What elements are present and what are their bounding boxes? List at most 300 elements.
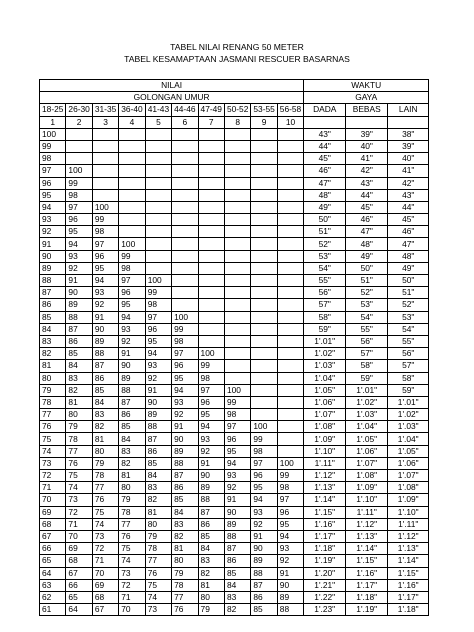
score-cell xyxy=(277,140,303,152)
score-cell: 98 xyxy=(92,226,118,238)
score-cell: 68 xyxy=(66,555,92,567)
score-cell xyxy=(277,335,303,347)
table-row xyxy=(40,494,429,506)
table-row xyxy=(40,275,429,287)
score-cell: 94 xyxy=(277,530,303,542)
score-cell xyxy=(277,201,303,213)
score-cell xyxy=(224,201,250,213)
score-cell: 73 xyxy=(119,567,145,579)
time-cell: 45" xyxy=(304,153,346,165)
score-cell: 86 xyxy=(172,482,198,494)
score-cell: 92 xyxy=(172,409,198,421)
group-number-cell: 7 xyxy=(198,116,224,128)
score-cell: 75 xyxy=(92,506,118,518)
score-cell xyxy=(92,153,118,165)
score-cell: 88 xyxy=(92,348,118,360)
time-cell: 1'.09" xyxy=(346,482,388,494)
time-cell: 49" xyxy=(346,250,388,262)
score-cell: 72 xyxy=(66,506,92,518)
score-cell: 77 xyxy=(172,591,198,603)
table-row xyxy=(40,323,429,335)
score-cell xyxy=(224,335,250,347)
score-cell: 95 xyxy=(92,262,118,274)
age-group-cell: 36-40 xyxy=(119,104,145,116)
time-cell: 53" xyxy=(388,311,429,323)
table-row xyxy=(40,153,429,165)
score-cell: 76 xyxy=(92,494,118,506)
group-number-cell: 9 xyxy=(251,116,277,128)
score-cell: 86 xyxy=(251,591,277,603)
time-cell: 1'.12" xyxy=(388,530,429,542)
time-cell: 1'.13" xyxy=(304,482,346,494)
score-cell: 76 xyxy=(66,457,92,469)
score-cell: 94 xyxy=(66,238,92,250)
score-cell: 90 xyxy=(224,506,250,518)
score-cell: 98 xyxy=(198,372,224,384)
time-cell: 1'.16" xyxy=(304,518,346,530)
time-cell: 55" xyxy=(346,323,388,335)
score-cell: 85 xyxy=(198,530,224,542)
score-cell: 92 xyxy=(40,226,66,238)
time-cell: 1'.17" xyxy=(388,591,429,603)
score-cell xyxy=(251,360,277,372)
score-cell: 89 xyxy=(172,445,198,457)
score-cell: 72 xyxy=(92,543,118,555)
time-cell: 57" xyxy=(304,299,346,311)
score-cell: 80 xyxy=(172,555,198,567)
waktu-header: WAKTU xyxy=(304,80,429,92)
score-cell xyxy=(251,250,277,262)
score-cell: 96 xyxy=(172,360,198,372)
time-cell: 48" xyxy=(304,189,346,201)
score-cell xyxy=(277,214,303,226)
score-cell: 90 xyxy=(92,323,118,335)
table-row xyxy=(40,372,429,384)
score-cell xyxy=(251,214,277,226)
score-cell xyxy=(277,262,303,274)
time-cell: 1'.01" xyxy=(388,396,429,408)
time-cell: 55" xyxy=(304,275,346,287)
table-row xyxy=(40,433,429,445)
score-cell: 82 xyxy=(66,384,92,396)
time-cell: 42" xyxy=(346,165,388,177)
age-group-row xyxy=(40,104,429,116)
score-cell xyxy=(145,189,171,201)
score-cell: 83 xyxy=(119,445,145,457)
time-cell: 1'.16" xyxy=(388,579,429,591)
score-cell xyxy=(277,384,303,396)
score-cell: 95 xyxy=(40,189,66,201)
score-cell: 79 xyxy=(145,530,171,542)
score-cell xyxy=(277,409,303,421)
score-cell: 77 xyxy=(92,482,118,494)
time-cell: 41" xyxy=(388,165,429,177)
score-cell: 98 xyxy=(119,262,145,274)
score-cell xyxy=(277,189,303,201)
score-cell: 97 xyxy=(224,421,250,433)
score-cell xyxy=(198,238,224,250)
time-cell: 44" xyxy=(304,140,346,152)
score-cell xyxy=(145,238,171,250)
time-cell: 59" xyxy=(304,323,346,335)
score-cell: 97 xyxy=(119,275,145,287)
score-cell: 100 xyxy=(66,165,92,177)
score-cell xyxy=(224,153,250,165)
score-cell: 91 xyxy=(198,457,224,469)
score-cell: 89 xyxy=(251,555,277,567)
empty-cell xyxy=(346,116,388,128)
score-cell xyxy=(224,165,250,177)
empty-cell xyxy=(388,116,429,128)
score-cell: 81 xyxy=(198,579,224,591)
score-cell: 92 xyxy=(251,518,277,530)
score-cell: 83 xyxy=(40,335,66,347)
score-cell: 90 xyxy=(277,579,303,591)
score-cell: 79 xyxy=(198,604,224,616)
time-cell: 43" xyxy=(346,177,388,189)
score-cell xyxy=(92,177,118,189)
score-cell: 98 xyxy=(66,189,92,201)
score-cell: 83 xyxy=(224,591,250,603)
score-cell: 97 xyxy=(277,494,303,506)
score-cell: 85 xyxy=(119,421,145,433)
score-cell xyxy=(224,128,250,140)
score-cell xyxy=(277,177,303,189)
time-cell: 39" xyxy=(346,128,388,140)
time-cell: 1'.18" xyxy=(304,543,346,555)
score-cell: 94 xyxy=(224,457,250,469)
table-row xyxy=(40,238,429,250)
score-cell: 83 xyxy=(172,518,198,530)
time-cell: 42" xyxy=(388,177,429,189)
score-cell xyxy=(277,445,303,457)
score-cell: 80 xyxy=(198,591,224,603)
score-cell xyxy=(251,201,277,213)
group-number-cell: 10 xyxy=(277,116,303,128)
score-cell xyxy=(251,140,277,152)
score-cell xyxy=(251,189,277,201)
age-group-cell: 41-43 xyxy=(145,104,171,116)
title-line-1: TABEL NILAI RENANG 50 METER xyxy=(170,42,304,52)
group-number-cell: 3 xyxy=(92,116,118,128)
score-cell: 77 xyxy=(66,445,92,457)
score-cell: 71 xyxy=(66,518,92,530)
score-cell: 81 xyxy=(172,543,198,555)
score-cell xyxy=(198,262,224,274)
time-cell: 1'.23" xyxy=(304,604,346,616)
score-cell: 99 xyxy=(40,140,66,152)
score-cell xyxy=(66,140,92,152)
time-cell: 1'.07" xyxy=(346,457,388,469)
score-cell: 87 xyxy=(172,470,198,482)
score-cell: 74 xyxy=(119,555,145,567)
score-cell xyxy=(172,189,198,201)
style-header-lain: LAIN xyxy=(388,104,429,116)
score-cell: 65 xyxy=(40,555,66,567)
score-cell xyxy=(277,287,303,299)
score-cell: 87 xyxy=(251,579,277,591)
score-cell: 78 xyxy=(119,506,145,518)
table-row xyxy=(40,506,429,518)
score-cell: 88 xyxy=(224,530,250,542)
score-cell xyxy=(198,140,224,152)
score-cell xyxy=(92,140,118,152)
time-cell: 59" xyxy=(346,372,388,384)
score-cell: 82 xyxy=(224,604,250,616)
time-cell: 47" xyxy=(304,177,346,189)
score-cell xyxy=(172,214,198,226)
score-cell xyxy=(251,165,277,177)
score-cell: 99 xyxy=(92,214,118,226)
score-cell: 67 xyxy=(40,530,66,542)
gaya-header: GAYA xyxy=(304,92,429,104)
table-row xyxy=(40,140,429,152)
table-row xyxy=(40,226,429,238)
score-cell xyxy=(277,226,303,238)
score-cell xyxy=(224,360,250,372)
table-row xyxy=(40,165,429,177)
score-cell: 99 xyxy=(145,287,171,299)
score-cell: 82 xyxy=(198,567,224,579)
group-number-cell: 1 xyxy=(40,116,66,128)
score-cell: 67 xyxy=(92,604,118,616)
score-cell: 88 xyxy=(66,311,92,323)
score-cell xyxy=(251,275,277,287)
time-cell: 50" xyxy=(346,262,388,274)
score-cell xyxy=(224,348,250,360)
time-cell: 1'.07" xyxy=(304,409,346,421)
time-cell: 1'.01" xyxy=(304,335,346,347)
time-cell: 1'.06" xyxy=(388,457,429,469)
nilai-header: NILAI xyxy=(40,80,304,92)
table-row xyxy=(40,543,429,555)
score-cell: 94 xyxy=(119,311,145,323)
style-header-bebas: BEBAS xyxy=(346,104,388,116)
score-cell: 90 xyxy=(198,470,224,482)
score-cell xyxy=(224,262,250,274)
table-row xyxy=(40,396,429,408)
time-cell: 1'.19" xyxy=(346,604,388,616)
score-cell xyxy=(198,299,224,311)
score-cell: 79 xyxy=(66,421,92,433)
score-cell xyxy=(251,409,277,421)
score-cell xyxy=(277,153,303,165)
score-cell xyxy=(251,323,277,335)
score-cell: 87 xyxy=(145,433,171,445)
score-cell: 74 xyxy=(40,445,66,457)
time-cell: 54" xyxy=(304,262,346,274)
empty-cell xyxy=(304,116,346,128)
title-line-2: TABEL KESAMAPTAAN JASMANI RESCUER BASARNAS xyxy=(124,54,350,64)
score-cell xyxy=(198,128,224,140)
table-row xyxy=(40,530,429,542)
time-cell: 56" xyxy=(346,335,388,347)
time-cell: 1'.12" xyxy=(304,470,346,482)
score-cell xyxy=(277,128,303,140)
score-cell: 77 xyxy=(119,518,145,530)
score-cell: 83 xyxy=(66,372,92,384)
time-cell: 53" xyxy=(304,250,346,262)
table-body xyxy=(40,128,429,616)
score-cell: 78 xyxy=(40,396,66,408)
score-cell: 73 xyxy=(40,457,66,469)
score-cell: 73 xyxy=(92,530,118,542)
score-cell: 89 xyxy=(224,518,250,530)
score-cell: 86 xyxy=(119,409,145,421)
score-cell xyxy=(66,128,92,140)
score-cell: 93 xyxy=(92,287,118,299)
score-cell xyxy=(277,323,303,335)
score-cell: 75 xyxy=(119,543,145,555)
score-cell: 88 xyxy=(251,567,277,579)
time-cell: 43" xyxy=(388,189,429,201)
score-cell: 100 xyxy=(145,275,171,287)
time-cell: 43" xyxy=(304,128,346,140)
age-group-cell: 50-52 xyxy=(224,104,250,116)
score-cell: 87 xyxy=(198,506,224,518)
time-cell: 1'.08" xyxy=(388,482,429,494)
score-cell: 88 xyxy=(198,494,224,506)
time-cell: 52" xyxy=(304,238,346,250)
score-cell: 86 xyxy=(224,555,250,567)
score-cell: 100 xyxy=(251,421,277,433)
score-cell: 74 xyxy=(92,518,118,530)
score-cell: 62 xyxy=(40,591,66,603)
score-cell: 89 xyxy=(40,262,66,274)
time-cell: 49" xyxy=(388,262,429,274)
score-cell: 84 xyxy=(66,360,92,372)
time-cell: 1'.15" xyxy=(346,555,388,567)
score-cell: 80 xyxy=(119,482,145,494)
score-cell: 100 xyxy=(119,238,145,250)
table-row xyxy=(40,457,429,469)
table-row xyxy=(40,214,429,226)
time-cell: 55" xyxy=(388,335,429,347)
score-cell xyxy=(145,165,171,177)
score-cell: 85 xyxy=(224,567,250,579)
score-cell: 85 xyxy=(251,604,277,616)
score-cell xyxy=(172,250,198,262)
time-cell: 45" xyxy=(346,201,388,213)
score-cell: 97 xyxy=(145,311,171,323)
score-cell: 81 xyxy=(92,433,118,445)
table-row xyxy=(40,311,429,323)
score-cell xyxy=(198,311,224,323)
score-cell: 90 xyxy=(172,433,198,445)
score-cell: 94 xyxy=(172,384,198,396)
score-cell xyxy=(172,275,198,287)
time-cell: 49" xyxy=(304,201,346,213)
time-cell: 59" xyxy=(388,384,429,396)
score-cell: 99 xyxy=(251,433,277,445)
age-group-cell: 18-25 xyxy=(40,104,66,116)
time-cell: 46" xyxy=(388,226,429,238)
score-cell: 99 xyxy=(277,470,303,482)
time-cell: 1'.03" xyxy=(346,409,388,421)
score-cell xyxy=(198,275,224,287)
score-cell xyxy=(92,165,118,177)
score-cell: 69 xyxy=(92,579,118,591)
score-cell: 71 xyxy=(119,591,145,603)
time-cell: 1'.08" xyxy=(304,421,346,433)
document-titles xyxy=(0,41,474,65)
score-cell: 67 xyxy=(66,567,92,579)
score-cell: 92 xyxy=(224,482,250,494)
score-cell xyxy=(119,153,145,165)
score-cell xyxy=(251,348,277,360)
score-cell: 96 xyxy=(251,470,277,482)
score-cell xyxy=(224,287,250,299)
score-cell xyxy=(198,165,224,177)
score-cell xyxy=(251,396,277,408)
time-cell: 1'.13" xyxy=(388,543,429,555)
score-cell xyxy=(224,238,250,250)
score-cell xyxy=(277,348,303,360)
score-cell xyxy=(172,153,198,165)
score-cell: 91 xyxy=(224,494,250,506)
score-cell xyxy=(198,335,224,347)
score-cell: 100 xyxy=(92,201,118,213)
score-cell: 94 xyxy=(198,421,224,433)
score-cell xyxy=(172,262,198,274)
score-cell: 93 xyxy=(251,506,277,518)
score-cell: 96 xyxy=(92,250,118,262)
score-cell: 70 xyxy=(66,530,92,542)
score-cell: 99 xyxy=(224,396,250,408)
age-group-cell: 44-46 xyxy=(172,104,198,116)
score-cell xyxy=(251,384,277,396)
score-cell: 84 xyxy=(172,506,198,518)
score-cell: 70 xyxy=(119,604,145,616)
score-cell: 100 xyxy=(224,384,250,396)
time-cell: 50" xyxy=(304,214,346,226)
time-cell: 1'.21" xyxy=(304,579,346,591)
score-cell: 73 xyxy=(66,494,92,506)
time-cell: 45" xyxy=(388,214,429,226)
score-cell: 100 xyxy=(277,457,303,469)
score-cell: 74 xyxy=(145,591,171,603)
score-cell: 88 xyxy=(172,457,198,469)
score-cell: 91 xyxy=(66,275,92,287)
table-row xyxy=(40,189,429,201)
score-cell: 83 xyxy=(198,555,224,567)
score-cell: 93 xyxy=(145,360,171,372)
score-cell: 90 xyxy=(145,396,171,408)
score-cell: 96 xyxy=(277,506,303,518)
score-cell: 87 xyxy=(224,543,250,555)
time-cell: 1'.15" xyxy=(304,506,346,518)
score-cell xyxy=(277,360,303,372)
score-cell: 70 xyxy=(92,567,118,579)
score-cell: 81 xyxy=(145,506,171,518)
score-cell: 78 xyxy=(66,433,92,445)
score-cell: 97 xyxy=(66,201,92,213)
time-cell: 47" xyxy=(388,238,429,250)
score-cell xyxy=(224,140,250,152)
time-cell: 50" xyxy=(388,275,429,287)
time-cell: 1'.18" xyxy=(388,604,429,616)
score-cell xyxy=(277,250,303,262)
score-cell xyxy=(172,238,198,250)
score-cell: 82 xyxy=(119,457,145,469)
score-cell xyxy=(172,299,198,311)
score-cell xyxy=(251,311,277,323)
score-cell: 91 xyxy=(92,311,118,323)
score-cell: 100 xyxy=(198,348,224,360)
time-cell: 40" xyxy=(388,153,429,165)
score-cell: 99 xyxy=(66,177,92,189)
group-number-row xyxy=(40,116,429,128)
